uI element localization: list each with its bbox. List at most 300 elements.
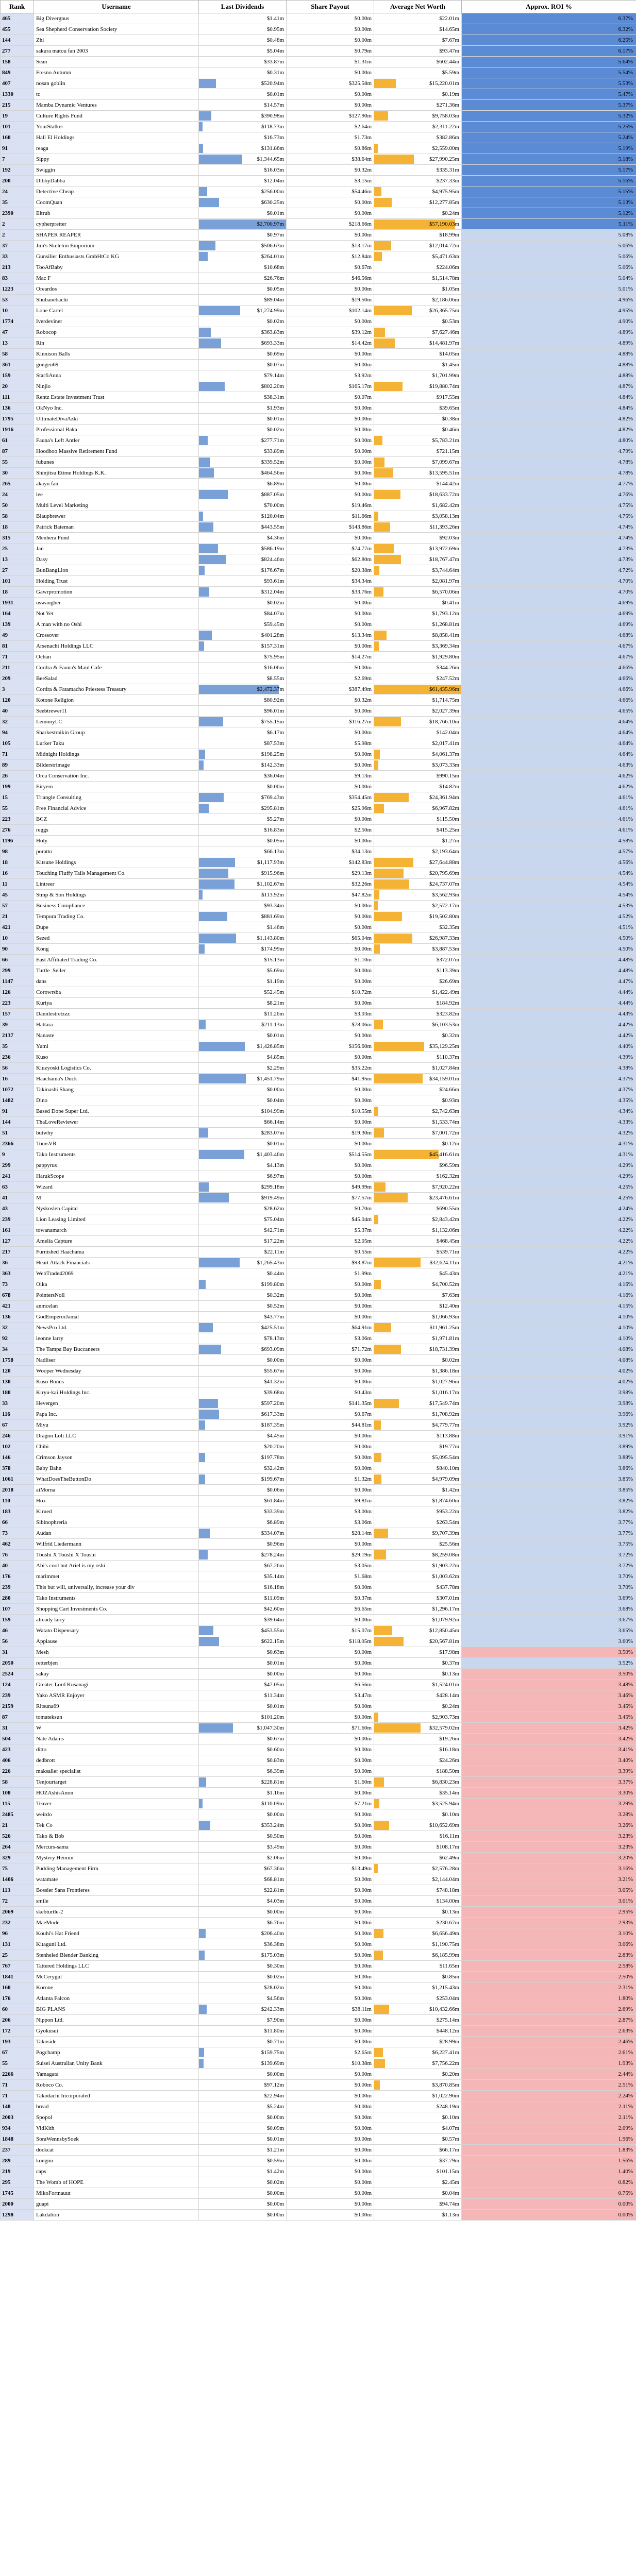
username-link[interactable] xyxy=(34,1355,199,1366)
roi-cell xyxy=(462,1377,636,1387)
username-link[interactable] xyxy=(34,890,199,901)
username-link[interactable] xyxy=(34,2145,199,2156)
username-link[interactable] xyxy=(34,1377,199,1387)
username-link-text: Kuso xyxy=(36,1054,48,1060)
username-link[interactable] xyxy=(34,89,199,100)
username-link[interactable] xyxy=(34,187,199,197)
username-link[interactable] xyxy=(34,1214,199,1225)
table-row xyxy=(1,2026,636,2037)
username-link[interactable] xyxy=(34,46,199,57)
roi-cell xyxy=(462,2123,636,2134)
username-link[interactable] xyxy=(34,1842,199,1853)
username-link[interactable] xyxy=(34,1366,199,1377)
roi-cell xyxy=(462,349,636,360)
username-link[interactable] xyxy=(34,2091,199,2102)
rank-cell xyxy=(1,825,34,836)
roi-bar xyxy=(462,2005,535,2014)
roi-cell xyxy=(462,2037,636,2047)
username-link[interactable] xyxy=(34,1009,199,1020)
username-link[interactable] xyxy=(34,414,199,425)
share-payout-cell xyxy=(287,1972,374,1982)
last-dividends-cell xyxy=(199,468,287,479)
username-link[interactable] xyxy=(34,2069,199,2080)
username-link[interactable] xyxy=(34,911,199,922)
username-link[interactable] xyxy=(34,2037,199,2047)
username-link[interactable] xyxy=(34,1799,199,1809)
username-link[interactable] xyxy=(34,154,199,165)
username-link[interactable] xyxy=(34,868,199,879)
username-link[interactable] xyxy=(34,1680,199,1690)
username-link[interactable] xyxy=(34,1301,199,1312)
username-link[interactable] xyxy=(34,922,199,933)
username-link[interactable] xyxy=(34,1907,199,1918)
header-share-payout[interactable]: Share Payout xyxy=(287,1,374,13)
roi-bar xyxy=(462,1821,551,1830)
username-link[interactable] xyxy=(34,2156,199,2166)
username-link[interactable] xyxy=(34,587,199,598)
username-link[interactable] xyxy=(34,792,199,803)
username-link[interactable] xyxy=(34,122,199,132)
last-dividends-cell-text: $1,143.80m xyxy=(257,935,284,941)
username-link[interactable] xyxy=(34,1582,199,1593)
username-link[interactable] xyxy=(34,1063,199,1074)
username-link[interactable] xyxy=(34,522,199,533)
rank-cell-text: 1795 xyxy=(2,416,13,422)
average-net-worth-cell xyxy=(374,262,462,273)
username-link-text: Arsenachi Holdings LLC xyxy=(36,643,94,649)
share-payout-cell xyxy=(287,1355,374,1366)
last-dividends-cell-text: $586.19m xyxy=(261,546,284,552)
username-link[interactable] xyxy=(34,1247,199,1258)
username-link[interactable] xyxy=(34,1106,199,1117)
username-link[interactable] xyxy=(34,241,199,251)
share-payout-cell xyxy=(287,197,374,208)
username-link[interactable] xyxy=(34,663,199,673)
username-link[interactable] xyxy=(34,1809,199,1820)
username-link[interactable] xyxy=(34,673,199,684)
table-row xyxy=(1,998,636,1009)
average-net-worth-cell xyxy=(374,544,462,554)
rank-cell xyxy=(1,208,34,219)
username-link[interactable] xyxy=(34,489,199,500)
header-username[interactable]: Username xyxy=(34,1,199,13)
username-link[interactable] xyxy=(34,1647,199,1658)
username-link[interactable] xyxy=(34,1225,199,1236)
last-dividends-cell xyxy=(199,1247,287,1258)
username-link[interactable] xyxy=(34,1020,199,1030)
header-rank[interactable]: Rank xyxy=(1,1,34,13)
username-link[interactable] xyxy=(34,554,199,565)
username-link[interactable] xyxy=(34,2047,199,2058)
username-link[interactable] xyxy=(34,1625,199,1636)
username-link[interactable] xyxy=(34,13,199,24)
username-link[interactable] xyxy=(34,1517,199,1528)
username-link[interactable] xyxy=(34,1550,199,1561)
username-link[interactable] xyxy=(34,1312,199,1323)
username-link[interactable] xyxy=(34,836,199,846)
username-link[interactable] xyxy=(34,987,199,998)
username-link[interactable] xyxy=(34,1896,199,1907)
username-link[interactable] xyxy=(34,219,199,230)
username-link[interactable] xyxy=(34,2102,199,2112)
roi-cell-text: 4.80% xyxy=(618,437,633,444)
username-link[interactable] xyxy=(34,1701,199,1712)
username-link[interactable] xyxy=(34,2188,199,2199)
username-link[interactable] xyxy=(34,306,199,316)
username-link[interactable] xyxy=(34,706,199,717)
username-link[interactable] xyxy=(34,717,199,727)
share-payout-cell-text: $0.00m xyxy=(354,362,372,368)
username-link[interactable] xyxy=(34,468,199,479)
average-net-worth-cell-text: $2,193.64m xyxy=(432,849,459,855)
header-average-net-worth[interactable]: Average Net Worth xyxy=(374,1,462,13)
last-dividends-cell-text: $339.52m xyxy=(261,459,284,465)
username-link[interactable] xyxy=(34,111,199,122)
rank-cell-text: 465 xyxy=(2,15,11,22)
last-dividends-cell xyxy=(199,1734,287,1744)
username-link[interactable] xyxy=(34,1993,199,2004)
rank-cell-text: 176 xyxy=(2,1573,11,1580)
username-link[interactable] xyxy=(34,933,199,944)
username-link[interactable] xyxy=(34,67,199,78)
username-link[interactable] xyxy=(34,2080,199,2091)
username-link[interactable] xyxy=(34,2123,199,2134)
username-link[interactable] xyxy=(34,641,199,652)
average-net-worth-cell xyxy=(374,922,462,933)
username-link[interactable] xyxy=(34,825,199,836)
username-link[interactable] xyxy=(34,1290,199,1301)
username-link[interactable] xyxy=(34,1387,199,1398)
username-link[interactable] xyxy=(34,1885,199,1896)
username-link[interactable] xyxy=(34,1463,199,1474)
username-link[interactable] xyxy=(34,284,199,295)
username-link[interactable] xyxy=(34,1333,199,1344)
rank-cell-text: 32 xyxy=(2,1325,8,1331)
username-link[interactable] xyxy=(34,1496,199,1506)
username-link[interactable] xyxy=(34,35,199,46)
username-link[interactable] xyxy=(34,1171,199,1182)
username-link-text: M xyxy=(36,1195,41,1201)
username-link[interactable] xyxy=(34,1874,199,1885)
last-dividends-cell-text: $4.45m xyxy=(266,1433,284,1439)
username-link[interactable] xyxy=(34,1128,199,1139)
username-link-text: Nippon Ltd. xyxy=(36,2017,64,2023)
username-link[interactable] xyxy=(34,1442,199,1452)
username-link[interactable] xyxy=(34,457,199,468)
roi-cell xyxy=(462,500,636,511)
username-link[interactable] xyxy=(34,1853,199,1863)
roi-cell xyxy=(462,1009,636,1020)
username-link[interactable] xyxy=(34,403,199,414)
username-link[interactable] xyxy=(34,349,199,360)
average-net-worth-cell-text: $142.04m xyxy=(436,730,459,736)
username-link[interactable] xyxy=(34,2004,199,2015)
username-link[interactable] xyxy=(34,230,199,241)
username-link-text: Rin xyxy=(36,340,44,346)
average-net-worth-cell-text: $224.06m xyxy=(436,264,459,270)
average-net-worth-cell xyxy=(374,1799,462,1809)
username-link[interactable] xyxy=(34,1766,199,1777)
username-link[interactable] xyxy=(34,1831,199,1842)
username-link[interactable] xyxy=(34,2166,199,2177)
share-payout-cell-text: $0.00m xyxy=(354,708,372,714)
username-link[interactable] xyxy=(34,619,199,630)
username-link[interactable] xyxy=(34,1117,199,1128)
username-link[interactable] xyxy=(34,2199,199,2210)
username-link[interactable] xyxy=(34,944,199,955)
username-link[interactable] xyxy=(34,1344,199,1355)
average-net-worth-cell-text: $2,572.17m xyxy=(432,903,459,909)
username-link[interactable] xyxy=(34,1593,199,1604)
username-link[interactable] xyxy=(34,684,199,695)
username-link[interactable] xyxy=(34,695,199,706)
roi-cell-text: 4.61% xyxy=(618,794,633,801)
username-link[interactable] xyxy=(34,576,199,587)
username-link[interactable] xyxy=(34,392,199,403)
username-link[interactable] xyxy=(34,143,199,154)
username-link[interactable] xyxy=(34,1506,199,1517)
username-link[interactable] xyxy=(34,1398,199,1409)
last-dividends-cell xyxy=(199,544,287,554)
username-link[interactable] xyxy=(34,1615,199,1625)
username-link[interactable] xyxy=(34,1755,199,1766)
share-payout-cell-text: $0.00m xyxy=(354,437,372,444)
username-link[interactable] xyxy=(34,500,199,511)
roi-cell-text: 3.21% xyxy=(618,1876,633,1883)
username-link[interactable] xyxy=(34,1323,199,1333)
username-link[interactable] xyxy=(34,652,199,663)
username-link[interactable] xyxy=(34,630,199,641)
last-dividends-cell xyxy=(199,727,287,738)
average-net-worth-cell-text: $0.13m xyxy=(442,1909,459,1915)
username-link[interactable] xyxy=(34,771,199,782)
header-roi[interactable]: Approx. ROI % xyxy=(462,1,636,13)
username-link[interactable] xyxy=(34,511,199,522)
username-link[interactable] xyxy=(34,544,199,554)
username-link[interactable] xyxy=(34,1095,199,1106)
username-link[interactable] xyxy=(34,2112,199,2123)
username-link[interactable] xyxy=(34,857,199,868)
username-link[interactable] xyxy=(34,955,199,965)
username-link[interactable] xyxy=(34,370,199,381)
username-link[interactable] xyxy=(34,132,199,143)
roi-bar xyxy=(462,360,595,369)
username-link[interactable] xyxy=(34,738,199,749)
roi-cell xyxy=(462,1431,636,1442)
username-link[interactable] xyxy=(34,1712,199,1723)
username-link[interactable] xyxy=(34,2015,199,2026)
username-link[interactable] xyxy=(34,1431,199,1442)
username-link[interactable] xyxy=(34,316,199,327)
roi-cell-text: 4.69% xyxy=(618,611,633,617)
username-link[interactable] xyxy=(34,208,199,219)
username-link[interactable] xyxy=(34,2058,199,2069)
average-net-worth-cell xyxy=(374,652,462,663)
username-link[interactable] xyxy=(34,1972,199,1982)
username-link[interactable] xyxy=(34,879,199,890)
rank-cell-text: 2159 xyxy=(2,1703,13,1709)
username-link[interactable] xyxy=(34,1474,199,1485)
username-link[interactable] xyxy=(34,1961,199,1972)
share-payout-cell xyxy=(287,1149,374,1160)
username-link[interactable] xyxy=(34,1258,199,1268)
average-net-worth-cell xyxy=(374,1863,462,1874)
share-payout-cell-text: $47.82m xyxy=(352,892,372,898)
username-link[interactable] xyxy=(34,1658,199,1669)
username-link-text: Holding Trust xyxy=(36,578,68,584)
username-link[interactable] xyxy=(34,1669,199,1680)
roi-cell xyxy=(462,273,636,284)
rank-cell-text: 34 xyxy=(2,1346,8,1352)
share-payout-cell-text: $0.00m xyxy=(354,1757,372,1764)
username-link[interactable] xyxy=(34,1918,199,1928)
username-link[interactable] xyxy=(34,598,199,608)
username-link[interactable] xyxy=(34,1863,199,1874)
username-link[interactable] xyxy=(34,1409,199,1420)
table-row xyxy=(1,771,636,782)
username-link[interactable] xyxy=(34,1149,199,1160)
username-link[interactable] xyxy=(34,1139,199,1149)
username-link[interactable] xyxy=(34,78,199,89)
username-link[interactable] xyxy=(34,1084,199,1095)
username-link[interactable] xyxy=(34,435,199,446)
roi-cell xyxy=(462,479,636,489)
username-link[interactable] xyxy=(34,327,199,338)
dividend-bar xyxy=(199,1550,208,1560)
average-net-worth-cell-text: $5,783.21m xyxy=(432,437,459,444)
username-link[interactable] xyxy=(34,976,199,987)
last-dividends-cell-text: $198.25m xyxy=(261,751,284,757)
username-link[interactable] xyxy=(34,965,199,976)
username-link[interactable] xyxy=(34,814,199,825)
username-link[interactable] xyxy=(34,1744,199,1755)
last-dividends-cell-text: $104.99m xyxy=(261,1108,284,1114)
username-link[interactable] xyxy=(34,1928,199,1939)
username-link[interactable] xyxy=(34,262,199,273)
last-dividends-cell xyxy=(199,846,287,857)
username-link[interactable] xyxy=(34,381,199,392)
username-link[interactable] xyxy=(34,608,199,619)
username-link[interactable] xyxy=(34,1528,199,1539)
username-link[interactable] xyxy=(34,1420,199,1431)
username-link[interactable] xyxy=(34,1204,199,1214)
share-payout-cell-text: $0.00m xyxy=(354,816,372,822)
username-link[interactable] xyxy=(34,727,199,738)
share-payout-cell xyxy=(287,1809,374,1820)
username-link-text: Jan xyxy=(36,546,44,552)
username-link[interactable] xyxy=(34,1485,199,1496)
username-link[interactable] xyxy=(34,2177,199,2188)
dividend-bar xyxy=(199,512,203,521)
username-link[interactable] xyxy=(34,1052,199,1063)
username-link[interactable] xyxy=(34,782,199,792)
username-link[interactable] xyxy=(34,1690,199,1701)
username-link[interactable] xyxy=(34,1820,199,1831)
username-link[interactable] xyxy=(34,760,199,771)
rank-cell xyxy=(1,446,34,457)
username-link[interactable] xyxy=(34,1452,199,1463)
username-link[interactable] xyxy=(34,360,199,370)
username-link[interactable] xyxy=(34,479,199,489)
username-link[interactable] xyxy=(34,1636,199,1647)
average-net-worth-cell-text: $0.24m xyxy=(442,210,459,216)
username-link[interactable] xyxy=(34,1268,199,1279)
username-link[interactable] xyxy=(34,1236,199,1247)
username-link[interactable] xyxy=(34,1734,199,1744)
username-link[interactable] xyxy=(34,1160,199,1171)
username-link[interactable] xyxy=(34,1950,199,1961)
average-net-worth-cell xyxy=(374,1020,462,1030)
username-link[interactable] xyxy=(34,295,199,306)
username-link[interactable] xyxy=(34,565,199,576)
username-link[interactable] xyxy=(34,2134,199,2145)
username-link[interactable] xyxy=(34,803,199,814)
username-link[interactable] xyxy=(34,57,199,67)
username-link[interactable] xyxy=(34,1561,199,1571)
average-net-worth-cell-text: $26.69m xyxy=(439,978,459,985)
username-link[interactable] xyxy=(34,176,199,187)
table-row xyxy=(1,1885,636,1896)
username-link[interactable] xyxy=(34,197,199,208)
header-last-dividends[interactable]: Last Dividends xyxy=(199,1,287,13)
username-link[interactable] xyxy=(34,1041,199,1052)
username-link[interactable] xyxy=(34,1788,199,1799)
username-link[interactable] xyxy=(34,1193,199,1204)
roi-cell xyxy=(462,2069,636,2080)
username-link-text: sakura matou fan 2003 xyxy=(36,48,88,54)
username-link[interactable] xyxy=(34,1074,199,1084)
last-dividends-cell xyxy=(199,251,287,262)
username-link[interactable] xyxy=(34,338,199,349)
username-link[interactable] xyxy=(34,1571,199,1582)
average-net-worth-cell xyxy=(374,2026,462,2037)
table-row xyxy=(1,468,636,479)
username-link[interactable] xyxy=(34,1982,199,1993)
username-link[interactable] xyxy=(34,749,199,760)
username-link[interactable] xyxy=(34,446,199,457)
username-link[interactable] xyxy=(34,846,199,857)
roi-cell xyxy=(462,879,636,890)
roi-cell-text: 3.16% xyxy=(618,1866,633,1872)
username-link[interactable] xyxy=(34,1182,199,1193)
rank-cell xyxy=(1,327,34,338)
last-dividends-cell xyxy=(199,370,287,381)
username-link[interactable] xyxy=(34,251,199,262)
username-link[interactable] xyxy=(34,425,199,435)
username-link[interactable] xyxy=(34,24,199,35)
username-link[interactable] xyxy=(34,998,199,1009)
rank-cell-text: 25 xyxy=(2,1952,8,1958)
average-net-worth-cell-text: $6,656.49m xyxy=(432,1930,459,1937)
username-link[interactable] xyxy=(34,1539,199,1550)
username-link[interactable] xyxy=(34,1939,199,1950)
username-link[interactable] xyxy=(34,1777,199,1788)
username-link[interactable] xyxy=(34,273,199,284)
average-net-worth-cell xyxy=(374,933,462,944)
username-link[interactable] xyxy=(34,1030,199,1041)
username-link[interactable] xyxy=(34,1279,199,1290)
username-link[interactable] xyxy=(34,1604,199,1615)
last-dividends-cell-text: $6.17m xyxy=(266,730,284,736)
username-link[interactable] xyxy=(34,533,199,544)
username-link[interactable] xyxy=(34,2210,199,2221)
username-link[interactable] xyxy=(34,165,199,176)
username-link-text: reggs xyxy=(36,827,48,833)
username-link[interactable] xyxy=(34,1723,199,1734)
username-link[interactable] xyxy=(34,2026,199,2037)
username-link[interactable] xyxy=(34,901,199,911)
username-link[interactable] xyxy=(34,100,199,111)
